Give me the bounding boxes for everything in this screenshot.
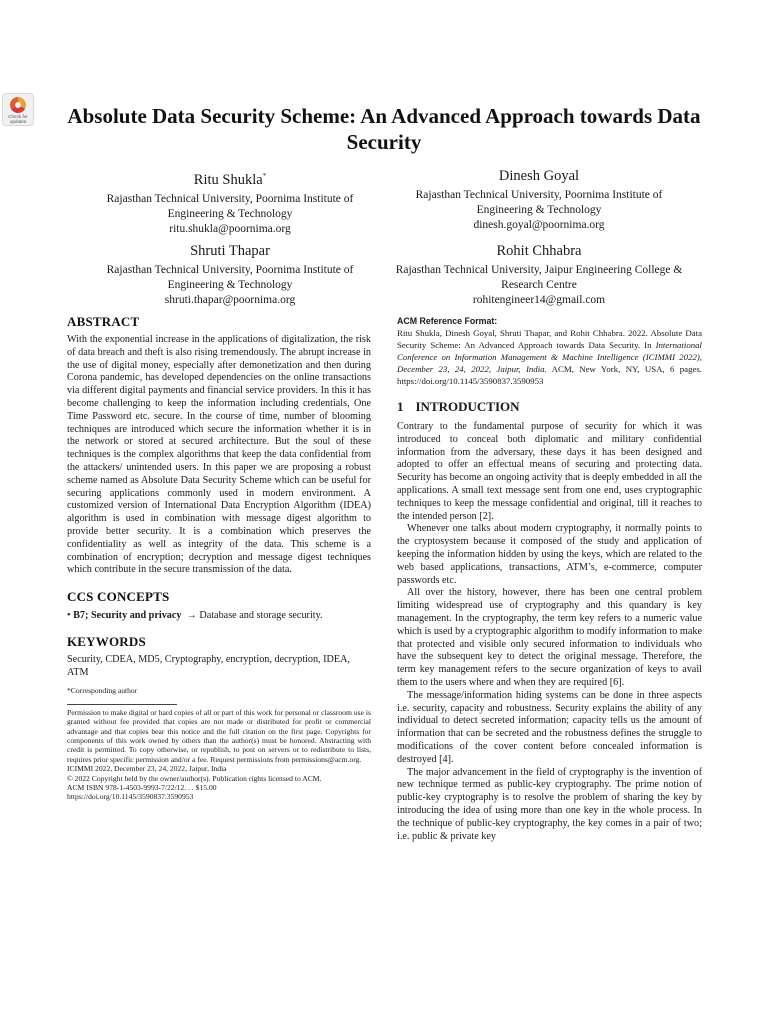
author-block xyxy=(80,168,380,237)
corresponding-author-note: *Corresponding author xyxy=(67,685,138,695)
intro-paragraph: The major advancement in the field of cryptography is the invention of new technique termed as public-key cryptography. The prime notion of public-key cryptography is to resolve the problem of sharing the key by introducing the idea of using more than one key in the whole process. In the technique of public-key cryptography, the key comes in a pair of two; i.e. public & private key xyxy=(397,766,702,842)
abstract-heading: ABSTRACT xyxy=(67,314,140,329)
intro-paragraph: All over the history, however, there has been one central problem limiting widespread use of cryptography and this quandary is key management. In the cryptography, the term key refers to a numeric value which is used by a cryptographic algorithm to modify information to make that protected and visible only secured information to individuals who have the subsequent key to detect the original message. Therefore, the term key management refers to the secure organization of keys to avail them to the users where and when they are required [6]. xyxy=(397,587,702,688)
intro-paragraph: Whenever one talks about modern cryptography, it normally points to the cryptosystem because it composed of the study and application of keeping the information hidden by using the keys, which are related to the web based applications, transactions, ATM’s, e-commerce, computer passwords etc. xyxy=(397,523,702,586)
check-for-updates-label: Check for updates xyxy=(8,114,28,124)
doi-link[interactable]: https://doi.org/10.1145/3590837.3590953 xyxy=(67,792,194,802)
section-number: 1 xyxy=(397,399,404,414)
keywords-text: Security, CDEA, MD5, Cryptography, encryption, decryption, IDEA, ATM xyxy=(67,654,351,678)
intro-paragraph: Contrary to the fundamental purpose of security for which it was introduced to conceal both diplomatic and military confidential information from the adversary, these days it has been designed and adopted to offer an effectual means of securing and protecting data. Security has become an ongoing activity that is deeply embedded in all the applications. A small text message sent from one end, uses cryptographic techniques to keep the message confidential and original, till it reaches to the intended person [2]. xyxy=(397,421,702,522)
author-affiliation: Rajasthan Technical University, Poornima Institute of Engineering & Technology xyxy=(106,264,354,291)
reference-format-heading: ACM Reference Format: xyxy=(397,316,498,326)
ccs-concept-line xyxy=(67,609,371,622)
copyright-line: © 2022 Copyright held by the owner/author(s). Publication rights licensed to ACM. xyxy=(67,773,322,783)
author-email[interactable]: dinesh.goyal@poornima.org xyxy=(473,219,605,231)
author-mark: * xyxy=(262,172,267,180)
right-column xyxy=(397,316,702,843)
keywords-heading: KEYWORDS xyxy=(67,634,146,650)
ccs-concept: B7; Security and privacy xyxy=(73,610,182,622)
intro-paragraph: The message/information hiding systems can be done in three aspects i.e. security, capacity and robustness. Security explains the ability of any individual to detect secreted information; capacity tells us the amount of information that can be secreted and the robustness defines the struggle to modifications of the cover content before concealed information is destroyed [4]. xyxy=(397,689,702,765)
author-affiliation: Rajasthan Technical University, Poornima Institute of Engineering & Technology xyxy=(415,189,663,216)
reference-format-text xyxy=(397,327,702,387)
author-name: Shruti Thapar xyxy=(190,243,270,259)
check-for-updates-icon xyxy=(10,97,26,113)
venue-line: ICIMMI 2022, December 23, 24, 2022, Jaipur, India xyxy=(67,764,227,774)
author-block xyxy=(80,243,380,308)
reference-tail: ACM, New York, NY, USA, 6 pages. https://doi.org/10.1145/3590837.3590953 xyxy=(397,364,703,386)
author-email[interactable]: shruti.thapar@poornima.org xyxy=(164,294,296,306)
ccs-arrow: → xyxy=(186,610,197,622)
footnote-divider xyxy=(67,704,177,705)
author-affiliation: Rajasthan Technical University, Jaipur Engineering College & Research Centre xyxy=(395,264,683,291)
author-name: Rohit Chhabra xyxy=(496,243,582,259)
permission-notice: Permission to make digital or hard copies of all or part of this work for personal or classroom use is granted without fee provided that copies are not made or distributed for profit or commercial advantage and that copies bear this notice and the full citation on the first page. Copyrights for components of this work owned by others than the author(s) must be honored. Abstracting with credit is permitted. To copy otherwise, or republish, to post on servers or to redistribute to lists, requires prior specific permission and/or a fee. Request permissions from permissions@acm.org. xyxy=(67,707,371,764)
reference-lead: Ritu Shukla, Dinesh Goyal, Shruti Thapar, and Rohit Chhabra. 2022. Absolute Data Security Scheme: An Advanced Approach towards Data Security. In xyxy=(397,328,702,350)
reference-venue: International Conference on Information Management & Machine Intelligence (ICIMMI 2022), December 23, 24, 2022, Jaipur, India. xyxy=(397,340,702,374)
author-block xyxy=(389,168,689,233)
ccs-bullet: • xyxy=(67,610,71,622)
check-for-updates-badge[interactable] xyxy=(2,93,34,126)
author-affiliation: Rajasthan Technical University, Poornima Institute of Engineering & Technology xyxy=(106,192,354,220)
author-email[interactable]: rohitengineer14@gmail.com xyxy=(472,294,606,306)
isbn-line: ACM ISBN 978-1-4503-9993-7/22/12. . . $15.00 xyxy=(67,782,217,792)
left-column xyxy=(67,314,371,802)
author-block xyxy=(389,243,689,308)
ccs-detail: Database and storage security. xyxy=(199,610,323,622)
section-title: INTRODUCTION xyxy=(415,399,520,414)
ccs-heading: CCS CONCEPTS xyxy=(67,589,170,605)
introduction-heading xyxy=(397,399,702,415)
author-email[interactable]: ritu.shukla@poornima.org xyxy=(169,222,291,235)
author-name: Ritu Shukla xyxy=(193,171,263,188)
paper-title: Absolute Data Security Scheme: An Advanced Approach towards Data Security xyxy=(67,104,701,154)
author-name: Dinesh Goyal xyxy=(498,168,580,184)
abstract-text: With the exponential increase in the applications of digitalization, the risk of data breach and theft is also rising tremendously. The abrupt increase in the use of digital money, especially after demonetization and then during Corona pandemic, has developed dependencies on the online transactions via different digital payments and financial service providers. In this it has become challenging to keep the information including credentials, One Time Password etc. secure. In the course of time, number of blooming techniques are introduced which secure the information whether it is in the network or stored at secured architecture. But the soul of these techniques is the complex algorithms that keep the data confidential from the attackers/ unintended users. In this paper we are proposing a robust scheme named as Absolute Data Security Scheme which can be useful for securing applications commonly used in modern environment. A customized version of International Data Encryption Algorithm (IDEA) algorithm is used in combination with message digest algorithm to provide better security. It is a combination which preserves the confidentiality as well as integrity of the data. This scheme is a combination of encryption; decryption and message digest techniques which contribute in the secure transmission of the data. xyxy=(67,334,371,576)
